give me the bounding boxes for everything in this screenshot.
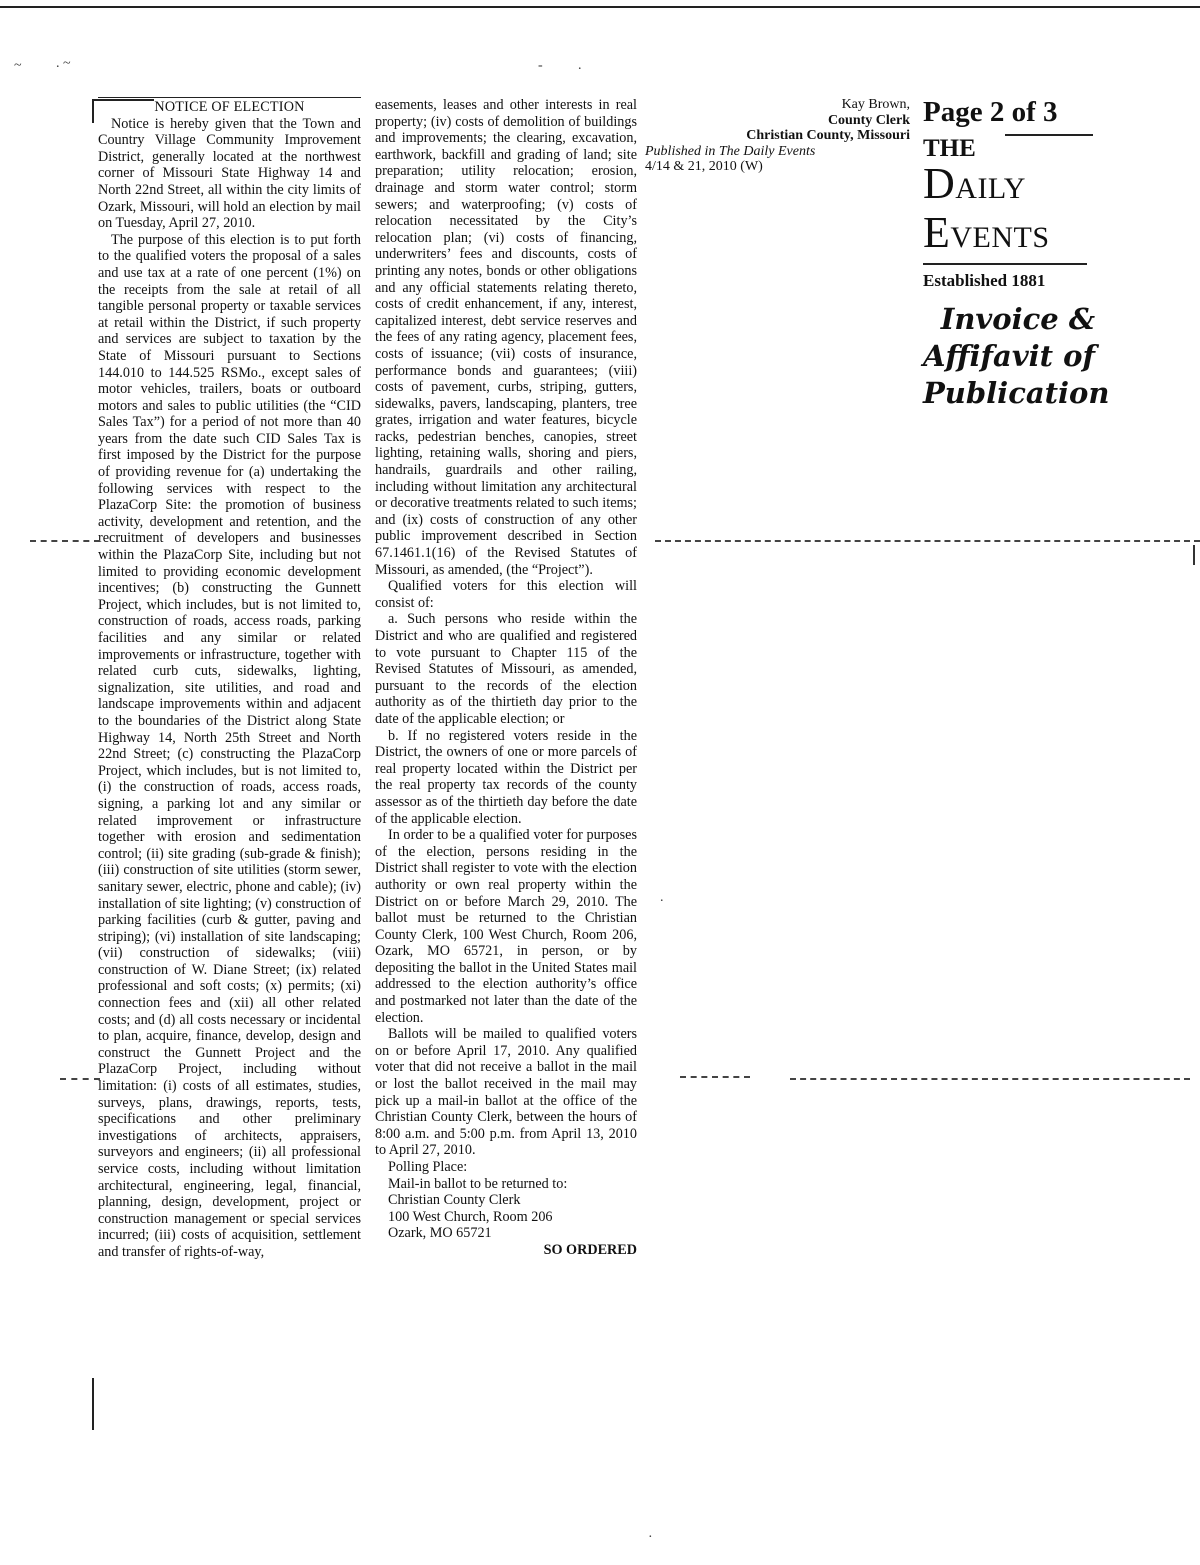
masthead-events-rest: VENTS — [950, 221, 1050, 254]
notice-paragraph: The purpose of this election is to put forth to the qualified voters the proposal of a sales and use tax at a rate of one percent (1%) on the receipts from the sale at retail of all tangible personal property or taxable services at retail within the District, if such property and services are subject to taxation by the State of Missouri pursuant to Sections 144.010 to 144.525 RSMo., except sales of motor vehicles, trailers, boats or outboard motors and sales to public utilities (the “CID Sales Tax”) for a period of not more than 40 years from the date such CID Sales Tax is first imposed by the District for the purpose of providing revenue for (a) undertaking the following services with respect to the PlazaCorp Site: the promotion of business activity, development and retention, and the recruitment of developers and businesses within the PlazaCorp Site, including but not limited to providing economic development incentives; (b) constructing the Gunnett Project, which includes, but is not limited to, construction of roads, access roads, parking facilities and any similar or related improvements or infrastructure, together with related curb cuts, sidewalks, lighting, signalization, site utilities, and road and landscape improvements within and adjacent to the boundaries of the District along State Highway 14, North 25th Street and North 22nd Street; (c) constructing the PlazaCorp Project, which includes, but is not limited to, (i) the construction of roads, access roads, signing, a parking lot and any similar or related improvement or infrastructure together with erosion and sedimentation control; (ii) site grading (sub-grade & finish); (iii) construction of site utilities (storm sewer, sanitary sewer, electric, phone and cable); (iv) installation of site lighting; (v) construction of parking facilities (curb & gutter, paving and striping); (vi) installation of site landscaping; (vii) construction of sidewalks; (viii) construction of W. Diane Street; (ix) related professional and soft costs; (x) permits; (xi) connection fees and (xii) all other related costs; and (d) all costs necessary or incidental to plan, acquire, finance, develop, design and construct the Gunnett Project and the PlazaCorp Project, including without limitation: (i) costs of all estimates, studies, surveys, plans, drawings, reports, tests, specifications and other preliminary investigations of architects, appraisers, surveyors and engineers; (ii) all professional service costs, including without limitation architectural, engineering, legal, financial, planning, design, development, project or construction management or special services incurred; (iii) costs of acquisition, settlement and transfer of rights-of-way, — [98, 231, 361, 1260]
clerk-name: Kay Brown, — [841, 97, 910, 112]
scan-mark: - — [538, 58, 543, 73]
fold-line — [655, 540, 1200, 542]
fold-line — [30, 540, 100, 542]
page-number: Page 2 of 3 — [923, 96, 1058, 128]
scan-mark — [1193, 545, 1195, 565]
fold-line — [60, 1078, 100, 1080]
notice-paragraph: Ballots will be mailed to qualified voters on or before April 17, 2010. Any qualified voter that did not receive a ballot in the mail or lost the ballot received in the mail may pick up a mail-in ballot at the office of the Christian County Clerk, between the hours of 8:00 a.m. and 5:00 p.m. from April 13, 2010 to April 27, 2010. — [375, 1026, 637, 1159]
masthead — [923, 96, 1110, 412]
notice-title: NOTICE OF ELECTION — [98, 97, 361, 116]
masthead-the: THE — [923, 135, 976, 162]
notice-column-2 — [375, 97, 637, 1259]
notice-column-1 — [98, 97, 361, 1261]
masthead-daily-initial: D — [923, 159, 956, 208]
address-line: Christian County Clerk — [388, 1192, 521, 1209]
scan-mark: . — [660, 890, 664, 905]
notice-paragraph: Notice is hereby given that the Town and Country Village Community Improvement District, generally located at the northwest corner of Missouri State Highway 14 and North 22nd Street, all within the city limits of Ozark, Missouri, will hold an election by mail on Tuesday, April 27, 2010. — [98, 115, 361, 232]
top-border-rule — [0, 6, 1200, 8]
scan-mark: . — [578, 58, 582, 73]
masthead-rule — [923, 263, 1087, 265]
notice-paragraph: In order to be a qualified voter for purposes of the election, persons residing in the District shall register to vote with the election authority or own real property within the District on or before March 29, 2010. The ballot must be returned to the Christian County Clerk, 100 West Church, Room 206, Ozark, MO 65721, in person, or by depositing the ballot in the United States mail addressed to the election authority’s office and postmarked not later than the date of the election. — [375, 827, 637, 1026]
published-in: Published in The Daily Events — [645, 143, 816, 159]
notice-paragraph: easements, leases and other interests in real property; (iv) costs of demolition of buildings and improvements; the clearing, excavation, earthwork, backfill and grading of land; site preparation; utility relocation; erosion, drainage and storm water control; storm sewers; and waterproofing; (v) costs of relocation necessitated by the City’s relocation plan; (vi) costs of financing, underwriters’ fees and discounts, costs of printing any notes, bonds or other obligations and any official statements relating thereto, costs of credit enhancement, if any, interest, capitalized interest, debt service reserves and the fees of any rating agency, placement fees, costs of issuance; (vii) costs of insurance, performance bonds and guarantees; (viii) costs of pavement, curbs, striping, gutters, sidewalks, pavers, landscaping, planters, tree grates, irrigation and water features, bicycle racks, pedestrian benches, canopies, street lighting, retaining walls, shoring and piers, handrails, guardrails and other railing, including without limitation any architectural or decorative treatments related to such items; and (ix) costs of construction of any other public improvement described in Section 67.1461.1(16) of the Revised Statutes of Missouri, as amended, (the “Project”). — [375, 97, 637, 578]
clerk-county: Christian County, Missouri — [746, 128, 910, 143]
address-line: Mail-in ballot to be returned to: — [388, 1175, 568, 1192]
page-number-rule — [1005, 134, 1093, 136]
invoice-heading — [923, 301, 1110, 412]
address-line: 100 West Church, Room 206 — [388, 1208, 553, 1225]
established-year: Established 1881 — [923, 271, 1046, 290]
notice-paragraph: Qualified voters for this election will consist of: — [375, 578, 637, 611]
so-ordered: SO ORDERED — [543, 1241, 637, 1258]
publication-dates: 4/14 & 21, 2010 (W) — [645, 159, 763, 174]
clerk-role: County Clerk — [827, 112, 910, 128]
scan-mark: · — [648, 1530, 653, 1545]
notice-paragraph: a. Such persons who reside within the District and who are qualified and registered to vote pursuant to Chapter 115 of the Revised Statutes of Missouri, as amended, pursuant to the records of the election authority as of the thirtieth day prior to the date of the applicable election; or — [375, 611, 637, 727]
masthead-daily — [923, 159, 1095, 211]
scan-mark: ~ — [14, 58, 22, 73]
address-line: Polling Place: — [388, 1159, 468, 1175]
invoice-line: Invoice & — [940, 302, 1095, 336]
notice-side-bracket — [92, 1378, 98, 1430]
notice-paragraph: b. If no registered voters reside in the District, the owners of one or more parcels of real property located within the District per the real property tax records of the county assessor as of the thirtieth day before the date of the applicable election. — [375, 727, 637, 827]
scan-mark: . ~ — [56, 56, 71, 71]
fold-line — [680, 1076, 750, 1078]
address-line: Ozark, MO 65721 — [388, 1225, 492, 1242]
masthead-events-initial: E — [923, 208, 951, 257]
address-block — [375, 1159, 637, 1242]
invoice-line: Affifavit of — [923, 339, 1095, 373]
fold-line — [790, 1078, 1190, 1080]
masthead-daily-rest: AILY — [955, 172, 1026, 205]
notice-corner-bracket — [92, 99, 154, 123]
masthead-events — [923, 208, 1095, 260]
invoice-line: Publication — [923, 376, 1110, 410]
signature-block — [645, 97, 910, 175]
